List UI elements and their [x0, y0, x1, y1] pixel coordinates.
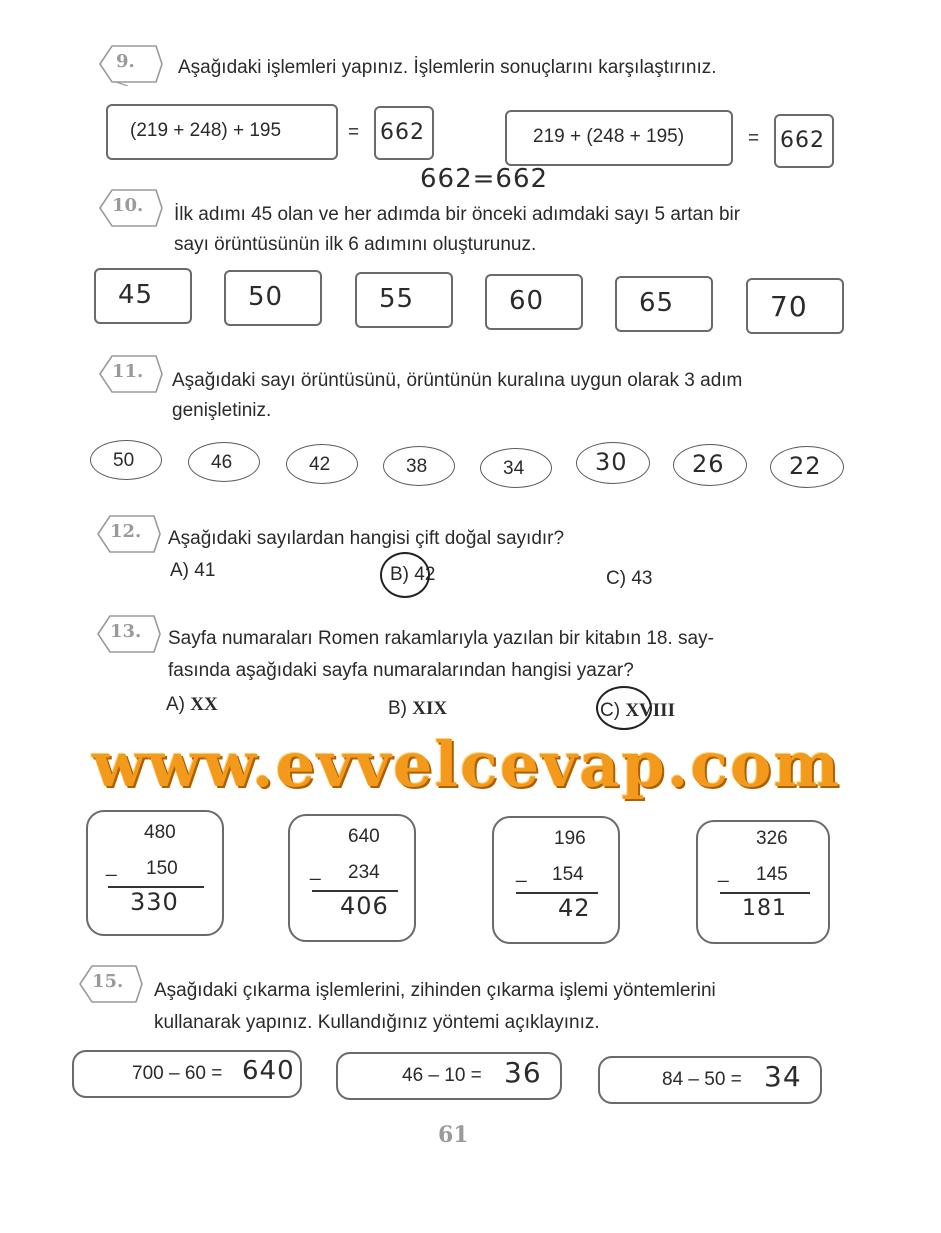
q9-expression-box-2 — [505, 110, 733, 166]
q11-answer-ellipse — [770, 446, 844, 488]
q15-expression: 84 – 50 = — [662, 1069, 742, 1090]
q15-answer: 34 — [764, 1060, 802, 1093]
q11-pattern-ellipse — [480, 448, 552, 488]
q10-step-answer: 50 — [248, 282, 284, 312]
question-15-line-1: Aşağıdaki çıkarma işlemlerini, zihinden çıkarma işlemi yöntemlerini — [154, 980, 716, 1001]
q14-minus-sign: _ — [516, 862, 527, 883]
q11-given-value: 38 — [406, 456, 428, 477]
q14-result-line — [720, 892, 810, 894]
watermark: www.evvelcevap.com — [92, 728, 841, 801]
q11-given-value: 42 — [309, 454, 331, 475]
question-11-badge — [98, 352, 162, 394]
q14-minuend: 640 — [348, 826, 380, 847]
q9-equals-2: = — [748, 128, 760, 149]
question-10-line-1: İlk adımı 45 olan ve her adımda bir önceki adımdaki sayı 5 artan bir — [174, 204, 741, 225]
question-number: 9. — [116, 51, 135, 72]
q12-option-c[interactable]: C) 43 — [606, 568, 653, 589]
q11-answer-ellipse — [576, 442, 650, 484]
q14-subtrahend: 154 — [552, 864, 584, 885]
q11-pattern-ellipse — [383, 446, 455, 486]
q14-difference: 42 — [558, 894, 591, 922]
question-12-text: Aşağıdaki sayılardan hangisi çift doğal sayıdır? — [168, 528, 565, 549]
option-value: XX — [190, 694, 218, 715]
q9-answer-2: 662 — [780, 128, 825, 153]
q14-subtraction-box — [86, 810, 224, 936]
page-number: 61 — [438, 1122, 469, 1148]
question-9-text: Aşağıdaki işlemleri yapınız. İşlemlerin sonuçlarını karşılaştırınız. — [178, 57, 717, 78]
q15-answer: 36 — [504, 1056, 542, 1089]
q9-answer-1: 662 — [380, 120, 425, 145]
q10-step-answer: 45 — [118, 280, 154, 310]
q14-difference: 181 — [742, 896, 787, 921]
q10-step-answer: 65 — [639, 288, 675, 318]
q10-step-box — [94, 268, 192, 324]
option-letter: A) — [166, 694, 185, 715]
q10-step-answer: 60 — [509, 286, 545, 316]
q15-item-box — [336, 1052, 562, 1100]
q14-minuend: 480 — [144, 822, 176, 843]
question-13-line-1: Sayfa numaraları Romen rakamlarıyla yazılan bir kitabın 18. say- — [168, 628, 714, 649]
question-12-badge — [96, 512, 160, 554]
q15-item-box — [598, 1056, 822, 1104]
question-number: 15. — [92, 971, 124, 992]
q11-pattern-ellipse — [286, 444, 358, 484]
q11-answer-value: 26 — [692, 450, 725, 478]
q10-step-box — [746, 278, 844, 334]
q13-option-b[interactable] — [388, 694, 447, 724]
q9-equals-1: = — [348, 122, 360, 143]
q14-subtrahend: 150 — [146, 858, 178, 879]
q9-answer-box-1 — [374, 106, 434, 160]
q14-minus-sign: _ — [310, 860, 321, 881]
q14-subtraction-box — [288, 814, 416, 942]
question-10-badge — [98, 186, 162, 228]
q12-selected-circle — [380, 552, 430, 598]
q10-step-box — [224, 270, 322, 326]
q14-minus-sign: _ — [106, 856, 117, 877]
q14-minuend: 196 — [554, 828, 586, 849]
q9-expression-2: 219 + (248 + 195) — [533, 126, 685, 147]
q10-step-box — [485, 274, 583, 330]
q14-subtraction-box — [696, 820, 830, 944]
question-15-line-2: kullanarak yapınız. Kullandığınız yöntemi açıklayınız. — [154, 1012, 600, 1033]
q11-given-value: 34 — [503, 458, 525, 479]
q14-difference: 330 — [130, 888, 179, 916]
option-letter: B) — [388, 698, 407, 719]
q10-step-answer: 70 — [770, 290, 808, 323]
q12-option-b[interactable]: B) 42 — [390, 564, 436, 585]
q15-answer: 640 — [242, 1056, 295, 1086]
question-number: 11. — [112, 361, 144, 382]
question-number: 13. — [110, 621, 142, 642]
q14-subtrahend: 234 — [348, 862, 380, 883]
q13-option-c[interactable] — [600, 696, 675, 726]
q9-answer-box-2 — [774, 114, 834, 168]
q9-expression-1: (219 + 248) + 195 — [130, 120, 282, 141]
question-13-line-2: fasında aşağıdaki sayfa numaralarından hangisi yazar? — [168, 660, 634, 681]
q15-expression: 700 – 60 = — [132, 1063, 223, 1084]
q11-answer-value: 22 — [789, 452, 822, 480]
q14-difference: 406 — [340, 892, 389, 920]
question-number: 10. — [112, 195, 144, 216]
q13-option-a[interactable] — [166, 690, 218, 720]
option-letter: C) — [600, 700, 621, 721]
q11-given-value: 46 — [211, 452, 233, 473]
q14-subtraction-box — [492, 816, 620, 944]
q11-pattern-ellipse — [90, 440, 162, 480]
q14-minuend: 326 — [756, 828, 788, 849]
q15-expression: 46 – 10 = — [402, 1065, 482, 1086]
q11-answer-value: 30 — [595, 448, 628, 476]
q15-item-box — [72, 1050, 302, 1098]
question-10-line-2: sayı örüntüsünün ilk 6 adımını oluşturunuz. — [174, 234, 537, 255]
q10-step-box — [355, 272, 453, 328]
q10-step-box — [615, 276, 713, 332]
q11-pattern-ellipse — [188, 442, 260, 482]
question-9-badge — [98, 42, 162, 84]
q12-option-a[interactable]: A) 41 — [170, 560, 216, 581]
question-11-line-2: genişletiniz. — [172, 400, 272, 421]
option-value: XVIII — [625, 700, 675, 721]
q11-answer-ellipse — [673, 444, 747, 486]
q10-step-answer: 55 — [379, 284, 415, 314]
question-11-line-1: Aşağıdaki sayı örüntüsünü, örüntünün kuralına uygun olarak 3 adım — [172, 370, 743, 391]
question-number: 12. — [110, 521, 142, 542]
question-15-badge — [78, 962, 142, 1004]
option-value: XIX — [412, 698, 448, 719]
question-13-badge — [96, 612, 160, 654]
q14-subtrahend: 145 — [756, 864, 788, 885]
q9-expression-box-1 — [106, 104, 338, 160]
q11-given-value: 50 — [113, 450, 135, 471]
q9-comparison: 662=662 — [420, 164, 549, 194]
q14-minus-sign: _ — [718, 862, 729, 883]
